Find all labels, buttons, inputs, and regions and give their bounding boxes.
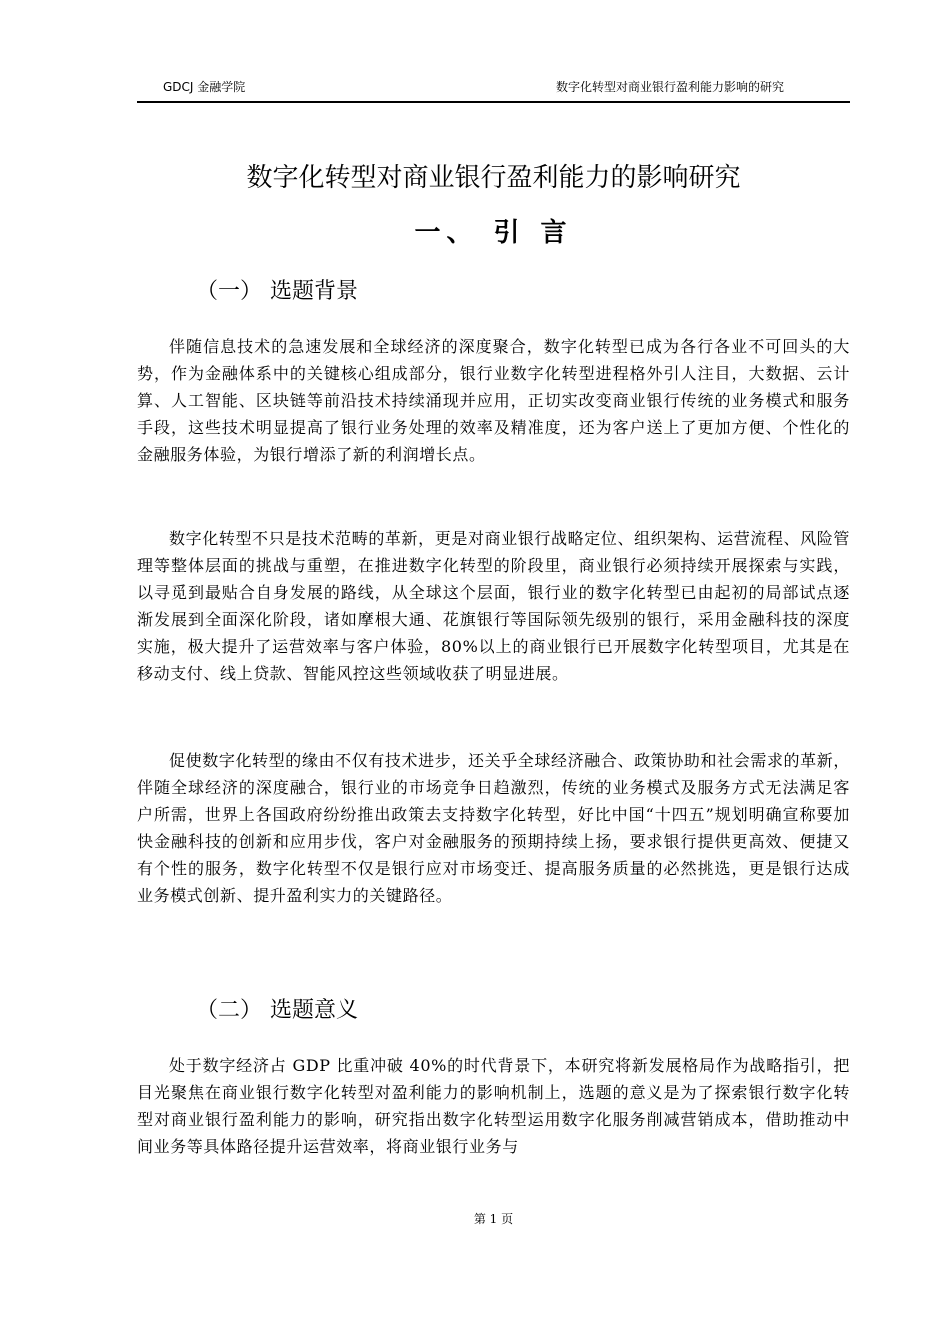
section-number: （一） (196, 279, 263, 304)
header-running-title: 数字化转型对商业银行盈利能力影响的研究 (555, 80, 784, 94)
header-institution: GDCJ 金融学院 (163, 80, 246, 94)
body-paragraph: 伴随信息技术的急速发展和全球经济的深度聚合，数字化转型已成为各行各业不可回头的大势，作为金融体系中的关键核心组成部分，银行业数字化转型进程格外引人注目，大数据、云计算、人工智能、区块链等前沿技术持续涌现并应用，正切实改变商业银行传统的业务模式和服务手段，这些技术明显提高了银行业务处理的效率及精准度，还为客户送上了更加方便、个性化的金融服务体验，为银行增添了新的利润增长点。 (137, 337, 850, 464)
body-paragraph: 处于数字经济占 GDP 比重冲破 40%的时代背景下，本研究将新发展格局作为战略指引，把目光聚焦在商业银行数字化转型对盈利能力的影响机制上，选题的意义是为了探索银行数字化转型对商业银行盈利能力的影响，研究指出数字化转型运用数字化服务削减营销成本，借助推动中间业务等具体路径提升运营效率，将商业银行业务与 (137, 1056, 850, 1156)
chapter-heading: 一、 引 言 (414, 218, 573, 248)
body-paragraph: 数字化转型不只是技术范畴的革新，更是对商业银行战略定位、组织架构、运营流程、风险管理等整体层面的挑战与重塑，在推进数字化转型的阶段里，商业银行必须持续开展探索与实践，以寻觅到最贴合自身发展的路线，从全球这个层面，银行业的数字化转型已由起初的局部试点逐渐发展到全面深化阶段，诸如摩根大通、花旗银行等国际领先级别的银行，采用金融科技的深度实施，极大提升了运营效率与客户体验，80%以上的商业银行已开展数字化转型项目，尤其是在移动支付、线上贷款、智能风控这些领域收获了明显进展。 (137, 529, 850, 683)
section-heading-significance (196, 996, 358, 1026)
body-paragraph: 促使数字化转型的缘由不仅有技术进步，还关乎全球经济融合、政策协助和社会需求的革新，伴随全球经济的深度融合，银行业的市场竞争日趋激烈，传统的业务模式及服务方式无法满足客户所需，世界上各国政府纷纷推出政策去支持数字化转型，好比中国“十四五”规划明确宣称要加快金融科技的创新和应用步伐，客户对金融服务的预期持续上扬，要求银行提供更高效、便捷又有个性的服务，数字化转型不仅是银行应对市场变迁、提高服务质量的必然挑选，更是银行达成业务模式创新、提升盈利实力的关键路径。 (137, 751, 850, 905)
page-header (137, 77, 850, 103)
document-title: 数字化转型对商业银行盈利能力的影响研究 (246, 163, 741, 193)
section-heading-background (196, 277, 358, 307)
page-number: 第 1 页 (473, 1212, 514, 1226)
section-title: 选题意义 (270, 998, 359, 1023)
section-number: （二） (196, 998, 263, 1023)
section-title: 选题背景 (270, 279, 359, 304)
